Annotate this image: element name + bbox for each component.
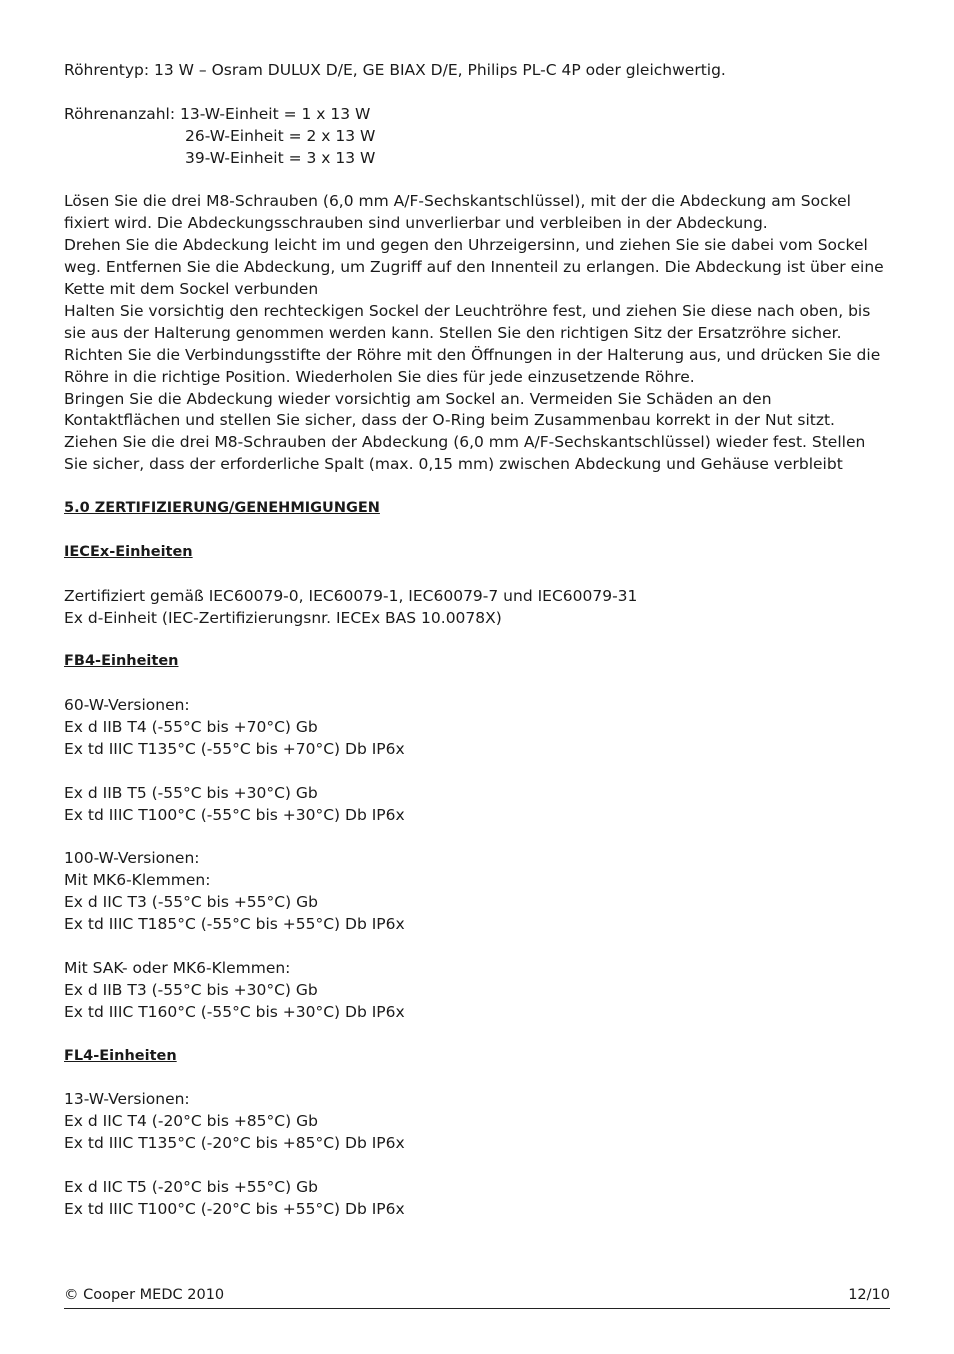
footer-divider — [64, 1308, 890, 1309]
tube-count-line-1: Röhrenanzahl: 13-W-Einheit = 1 x 13 W — [64, 104, 371, 123]
fl4-rating-3: Ex d IIC T5 (-20°C bis +55°C) Gb — [64, 1178, 318, 1197]
fl4-rating-2: Ex td IIIC T135°C (-20°C bis +85°C) Db IP6x — [64, 1134, 405, 1153]
fl4-heading: FL4-Einheiten — [64, 1047, 177, 1064]
footer-copyright: © Cooper MEDC 2010 — [64, 1287, 225, 1303]
fb4-sak-label: Mit SAK- oder MK6-Klemmen: — [64, 959, 291, 977]
fb4-mk6-label: Mit MK6-Klemmen: — [64, 871, 211, 890]
fb4-mk6-rating-2: Ex td IIIC T185°C (-55°C bis +55°C) Db IP6x — [64, 915, 405, 934]
iecex-standards-line: Zertifiziert gemäß IEC60079-0, IEC60079-1, IEC60079-7 und IEC60079-31 — [64, 586, 638, 605]
instruction-paragraph-4: Bringen Sie die Abdeckung wieder vorsichtig am Sockel an. Vermeiden Sie Schäden an den Kontaktflächen und stellen Sie sicher, dass der O-Ring beim Zusammenbau korrekt in der Nut sitzt. Ziehen Sie die drei M8-Schrauben der Abdeckung (6,0 mm A/F-Sechskantschlüssel) wieder fest. Stellen Sie sicher, dass der erforderliche Spalt (max. 0,15 mm) zwischen Abdeckung und Gehäuse verbleibt — [64, 389, 866, 474]
fb4-100w-label: 100-W-Versionen: — [64, 849, 200, 868]
footer-page-number: 12/10 — [848, 1287, 890, 1303]
iecex-heading: IECEx-Einheiten — [64, 543, 193, 560]
tube-count-line-3: 39-W-Einheit = 3 x 13 W — [185, 148, 376, 167]
fb4-sak-rating-1: Ex d IIB T3 (-55°C bis +30°C) Gb — [64, 980, 318, 999]
instruction-paragraph-1: Lösen Sie die drei M8-Schrauben (6,0 mm A/F-Sechskantschlüssel), mit der die Abdeckung am Sockel fixiert wird. Die Abdeckungsschrauben sind unverlierbar und verbleiben in der Abdeckung. — [64, 192, 851, 233]
fb4-60w-label: 60-W-Versionen: — [64, 696, 190, 715]
fl4-rating-4: Ex td IIIC T100°C (-20°C bis +55°C) Db IP6x — [64, 1199, 405, 1218]
fb4-mk6-rating-1: Ex d IIC T3 (-55°C bis +55°C) Gb — [64, 893, 318, 912]
fb4-heading: FB4-Einheiten — [64, 653, 179, 670]
fl4-13w-label: 13-W-Versionen: — [64, 1090, 190, 1109]
fb4-60w-rating-4: Ex td IIIC T100°C (-55°C bis +30°C) Db IP6x — [64, 805, 405, 824]
tube-type-line: Röhrentyp: 13 W – Osram DULUX D/E, GE BIAX D/E, Philips PL-C 4P oder gleichwertig. — [64, 61, 726, 79]
fb4-60w-rating-2: Ex td IIIC T135°C (-55°C bis +70°C) Db IP6x — [64, 739, 405, 758]
fb4-sak-rating-2: Ex td IIIC T160°C (-55°C bis +30°C) Db IP6x — [64, 1002, 405, 1021]
fb4-60w-rating-3: Ex d IIB T5 (-55°C bis +30°C) Gb — [64, 783, 318, 802]
tube-count-line-2: 26-W-Einheit = 2 x 13 W — [185, 126, 376, 145]
instruction-paragraph-3: Halten Sie vorsichtig den rechteckigen Sockel der Leuchtröhre fest, und ziehen Sie diese nach oben, bis sie aus der Halterung genommen werden kann. Stellen Sie den richtigen Sitz der Ersatzröhre sicher. Richten Sie die Verbindungsstifte der Röhre mit den Öffnungen in der Halterung aus, und drücken Sie die Röhre in die richtige Position. Wiederholen Sie dies für jede einzusetzende Röhre. — [64, 301, 881, 386]
document-body — [64, 60, 890, 1221]
iecex-certificate-line: Ex d-Einheit (IEC-Zertifizierungsnr. IECEx BAS 10.0078X) — [64, 608, 502, 627]
section-heading: 5.0 ZERTIFIZIERUNG/GENEHMIGUNGEN — [64, 500, 380, 517]
fb4-60w-rating-1: Ex d IIB T4 (-55°C bis +70°C) Gb — [64, 718, 318, 737]
fl4-rating-1: Ex d IIC T4 (-20°C bis +85°C) Gb — [64, 1112, 318, 1131]
instruction-paragraph-2: Drehen Sie die Abdeckung leicht im und gegen den Uhrzeigersinn, und ziehen Sie sie dabei vom Sockel weg. Entfernen Sie die Abdeckung, um Zugriff auf den Innenteil zu erlangen. Die Abdeckung ist über eine Kette mit dem Sockel verbunden — [64, 236, 884, 299]
